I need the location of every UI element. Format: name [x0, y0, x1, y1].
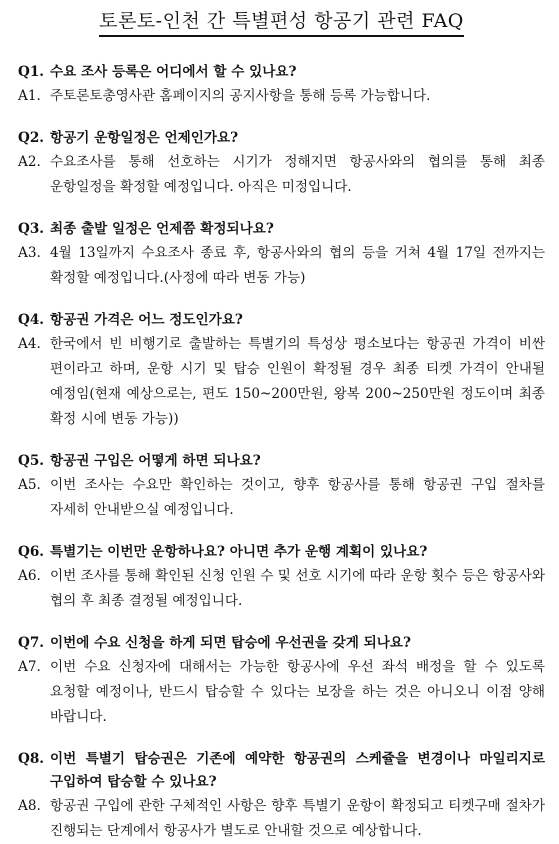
answer-row: [18, 241, 545, 291]
faq-item-3: [18, 218, 545, 291]
question-row: [18, 450, 545, 473]
answer-label: A4.: [18, 336, 41, 352]
answer-label: A8.: [18, 798, 41, 814]
faq-item-7: [18, 632, 545, 730]
question-label: Q6.: [18, 544, 45, 560]
question-text: 수요 조사 등록은 어디에서 할 수 있나요?: [50, 64, 297, 80]
question-text: 항공권 구입은 어떻게 하면 되나요?: [50, 453, 261, 469]
answer-label: A5.: [18, 477, 41, 493]
question-row: [18, 541, 545, 564]
question-label: Q3.: [18, 221, 45, 237]
answer-text: 항공권 구입에 관한 구체적인 사항은 향후 특별기 운항이 확정되고 티켓구매 절차가 진행되는 단계에서 항공사가 별도로 안내할 것으로 예상합니다.: [50, 798, 545, 839]
answer-row: [18, 150, 545, 200]
answer-row: [18, 564, 545, 614]
question-row: [18, 748, 545, 794]
question-text: 이번 특별기 탑승권은 기존에 예약한 항공권의 스케쥴을 변경이나 마일리지로 구입하여 탑승할 수 있나요?: [50, 751, 545, 790]
question-row: [18, 61, 545, 84]
answer-text: 이번 조사는 수요만 확인하는 것이고, 향후 항공사를 통해 항공권 구입 절차를 자세히 안내받으실 예정입니다.: [50, 477, 545, 518]
question-label: Q8.: [18, 751, 45, 767]
answer-text: 수요조사를 통해 선호하는 시기가 정해지면 항공사와의 협의를 통해 최종 운항일정을 확정할 예정입니다. 아직은 미정입니다.: [50, 154, 545, 195]
answer-label: A2.: [18, 154, 41, 170]
question-label: Q4.: [18, 312, 45, 328]
question-text: 특별기는 이번만 운항하나요? 아니면 추가 운행 계획이 있나요?: [50, 544, 428, 560]
question-row: [18, 632, 545, 655]
question-text: 이번에 수요 신청을 하게 되면 탑승에 우선권을 갖게 되나요?: [50, 635, 411, 651]
answer-row: [18, 473, 545, 523]
faq-item-1: [18, 61, 545, 109]
answer-row: [18, 84, 545, 109]
answer-row: [18, 655, 545, 730]
faq-item-4: [18, 309, 545, 432]
answer-label: A6.: [18, 568, 41, 584]
answer-label: A3.: [18, 245, 41, 261]
question-label: Q5.: [18, 453, 45, 469]
answer-text: 한국에서 빈 비행기로 출발하는 특별기의 특성상 평소보다는 항공권 가격이 비싼 편이라고 하며, 운항 시기 및 탑승 인원이 확정될 경우 최종 티켓 가격이 안내될 예정임(현재 예상으로는, 편도 150~200만원, 왕복 200~250만원 정도이며 최종 확정 시에 변동 가능)): [50, 336, 545, 427]
question-row: [18, 309, 545, 332]
answer-text: 이번 조사를 통해 확인된 신청 인원 수 및 선호 시기에 따라 운항 횟수 등은 항공사와 협의 후 최종 결정될 예정입니다.: [50, 568, 545, 609]
answer-row: [18, 794, 545, 844]
answer-text: 이번 수요 신청자에 대해서는 가능한 항공사에 우선 좌석 배정을 할 수 있도록 요청할 예정이나, 반드시 탑승할 수 있다는 보장을 하는 것은 아니오니 이점 양해 바랍니다.: [50, 659, 545, 725]
faq-item-8: [18, 748, 545, 844]
question-label: Q2.: [18, 130, 45, 146]
answer-row: [18, 332, 545, 432]
question-text: 최종 출발 일정은 언제쯤 확정되나요?: [50, 221, 274, 237]
page-title-text: 토론토-인천 간 특별편성 항공기 관련 FAQ: [99, 8, 464, 37]
faq-item-6: [18, 541, 545, 614]
answer-text: 주토론토총영사관 홈페이지의 공지사항을 통해 등록 가능합니다.: [50, 88, 431, 104]
answer-label: A7.: [18, 659, 41, 675]
faq-item-2: [18, 127, 545, 200]
answer-text: 4월 13일까지 수요조사 종료 후, 항공사와의 협의 등을 거쳐 4월 17일 전까지는 확정할 예정입니다.(사정에 따라 변동 가능): [50, 245, 545, 286]
question-row: [18, 218, 545, 241]
question-text: 항공권 가격은 어느 정도인가요?: [50, 312, 243, 328]
question-label: Q7.: [18, 635, 45, 651]
question-row: [18, 127, 545, 150]
question-text: 항공기 운항일정은 언제인가요?: [50, 130, 239, 146]
answer-label: A1.: [18, 88, 41, 104]
faq-item-5: [18, 450, 545, 523]
question-label: Q1.: [18, 64, 45, 80]
page-title: [18, 8, 545, 37]
